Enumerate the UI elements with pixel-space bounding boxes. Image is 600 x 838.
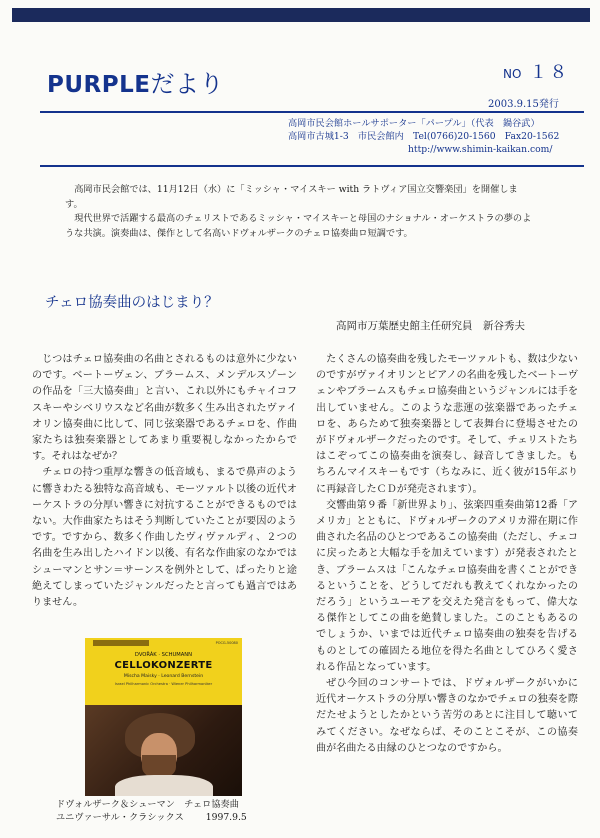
- org-url[interactable]: http://www.shimin-kaikan.com/: [408, 144, 553, 155]
- cd-cover-banner: [85, 638, 242, 705]
- cd-release-date: 1997.9.5: [205, 812, 247, 823]
- cd-caption: [56, 798, 286, 824]
- organization-info: [288, 117, 559, 156]
- label-logo-icon: [93, 640, 149, 646]
- cd-title: CELLOKONZERTE: [114, 660, 213, 671]
- org-line-1: 高岡市民会館ホールサポーター「パープル」（代表 鍋谷武）: [288, 118, 540, 129]
- header-divider: [40, 111, 584, 113]
- article-paragraph: ぜひ今回のコンサートでは、ドヴォルザークがいかに近代オーケストラの分厚い響きのなかでチェロの独奏を際だたせようとしたかという苦労のあとに注目して聴いてみてください。なぜならば、そのことこそが、この協奏曲が名曲たる由縁のひとつなのですから。: [316, 678, 578, 754]
- cd-caption-line-1: ドヴォルザーク＆シューマン チェロ協奏曲: [56, 799, 239, 810]
- intro-text: [65, 183, 535, 241]
- cd-composers: DVOŘÁK · SCHUMANN: [134, 652, 193, 658]
- cd-catalog-code: POCG-50080: [215, 641, 238, 645]
- article-title: チェロ協奏曲のはじまり？: [45, 295, 219, 311]
- cellist-photo: [85, 705, 242, 796]
- org-divider: [40, 165, 584, 167]
- title-latin: PURPLE: [47, 72, 151, 98]
- article-paragraph: たくさんの協奏曲を残したモーツァルトも、数は少ないのですがヴァイオリンとピアノの名曲を残したベートーヴェンやブラームスもチェロ協奏曲というジャンルには手を出していません。このような悲運の弦楽器であったチェロを、あらためて独奏楽器として表舞台に登場させたのがドヴォルザークだったのです。そして、チェリストたちはこぞってこの協奏曲を演奏し、録音してきました。もちろんマイスキーもです（ちなみに、近く彼が15年ぶりに再録音したＣＤが発売されます）。: [316, 354, 578, 495]
- cd-cover-image: [85, 638, 242, 796]
- article-paragraph: じつはチェロ協奏曲の名曲とされるものは意外に少ないのです。ベートーヴェン、ブラームス、メンデルスゾーンの作品を「三大協奏曲」と言い、これ以外にもチャイコフスキーやシベリウスなど名曲が数多く生み出されたヴァイオリン協奏曲に比して、同じ弦楽器であるチェロを、作曲家たちは独奏楽器としてあまり重要視しなかったからです。それはなぜか？: [32, 354, 297, 463]
- intro-paragraph: 高岡市民会館では、11月12日（水）に「ミッシャ・マイスキー with ラトヴィア国立交響楽団」を開催します。: [65, 184, 518, 210]
- cd-performers: Mischa Maisky · Leonard Bernstein: [123, 674, 204, 679]
- article-paragraph: チェロの持つ重厚な響きの低音域も、まるで鼻声のように響きわたる独特な高音域も、モーツァルト以後の近代オーケストラの分厚い響きに対抗することができるものではない。大作曲家たちはそう判断していたことが要因のようです。ですから、数多く作曲したヴィヴァルディ、２つの名曲を生み出したハイドン以後、有名な作曲家のなかではシューマンとサン＝サーンスを例外として、ぱったりと途絶えてしまっていたジャンルだったと言っても過言ではありません。: [32, 467, 297, 609]
- issue-number: [503, 58, 569, 84]
- header-bar: [12, 8, 590, 22]
- issue-date: 2003.9.15発行: [488, 99, 559, 110]
- article-paragraph: 交響曲第９番「新世界より」、弦楽四重奏曲第12番「アメリカ」とともに、ドヴォルザークのアメリカ滞在期に作曲された名品のひとつであるこの協奏曲（ただし、チェコに戻ったあと大幅な手を加えています）が発表されたとき、ブラームスは「こんなチェロ協奏曲を書くことができるということを、どうしてだれも教えてくれなかったのだろう」というユーモアを交えた発言をもって、偉大なる傑作としてこの曲を絶賛しました。このこともあるのでしょうか、いまでは近代チェロ協奏曲の独奏を告げるものとしての確固たる地位を得た名曲としてひろく愛される作品となっています。: [316, 499, 578, 673]
- issue-label: NO: [503, 67, 522, 81]
- intro-paragraph: 現代世界で活躍する最高のチェリストであるミッシャ・マイスキーと母国のナショナル・オーケストラの夢のような共演。演奏曲は、傑作として名高いドヴォルザークのチェロ協奏曲ロ短調です。: [65, 213, 532, 239]
- cd-label: ユニヴァーサル・クラシックス: [56, 812, 184, 823]
- title-ja: だより: [150, 70, 224, 98]
- cd-orchestra: Israel Philharmonic Orchestra · Wiener Philharmoniker: [114, 682, 213, 686]
- article-column-right: [316, 352, 578, 757]
- newsletter-title: [47, 64, 224, 99]
- cd-caption-line-2: [56, 811, 286, 824]
- article-author: 高岡市万葉歴史館主任研究員 新谷秀夫: [336, 320, 525, 332]
- article-column-left: [32, 352, 297, 611]
- issue-value: １８: [529, 62, 570, 83]
- org-line-2: 高岡市古城1-3 市民会館内 Tel(0766)20-1560 Fax20-1562: [288, 131, 560, 142]
